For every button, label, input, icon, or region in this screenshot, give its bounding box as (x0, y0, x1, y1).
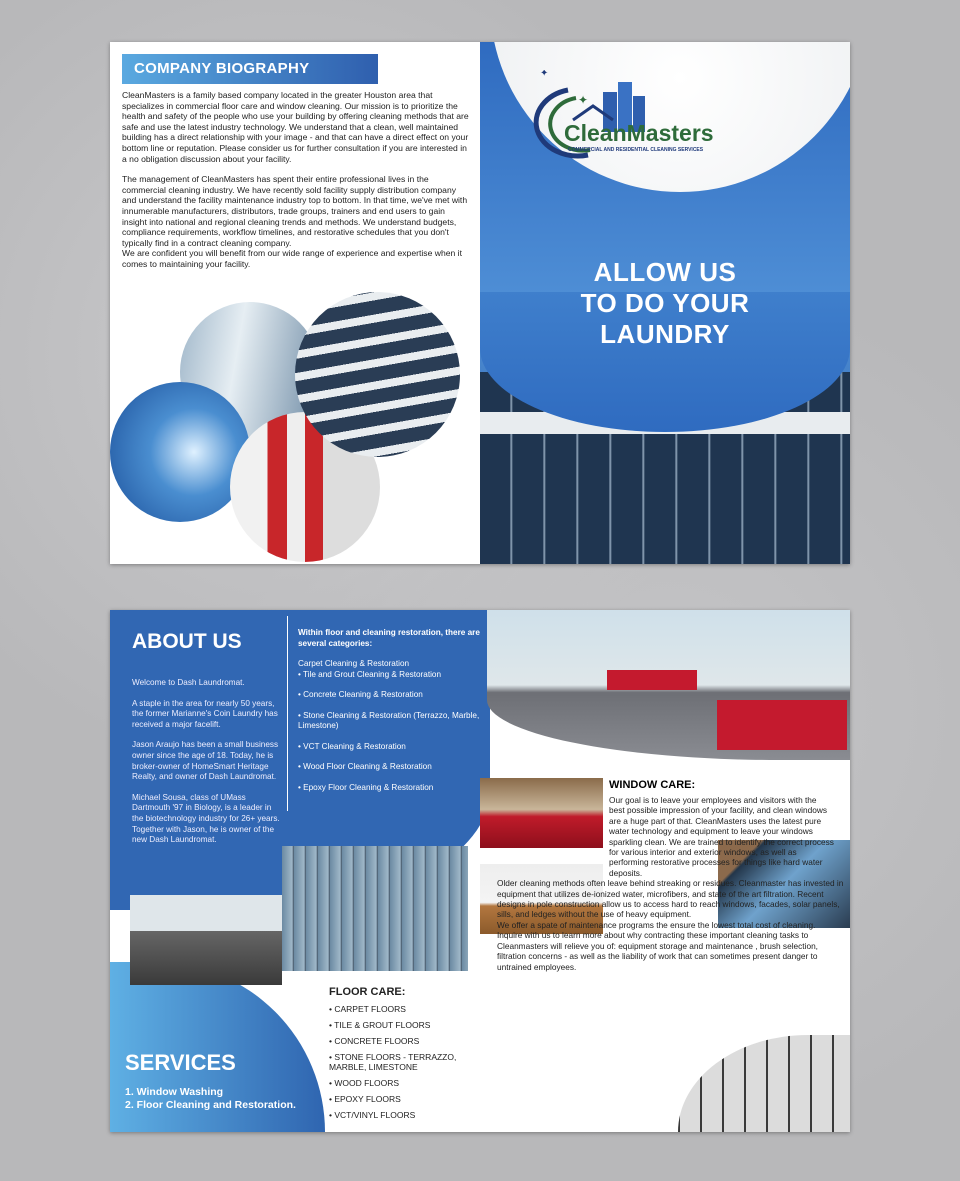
brochure-inside-spread (110, 610, 850, 1132)
window-paragraph: Our goal is to leave your employees and visitors with the best possible impression of your facility, and clean windows are a huge part of that. CleanMasters uses the latest pure water technology and equipment to leave your windows sparkling clean. We are trained to identify the correct process for various interior and exterior windows, as well as performing restorative processes for things like hard water deposits. (609, 795, 834, 878)
service-item: 1. Window Washing (125, 1086, 224, 1098)
category-item: • Wood Floor Cleaning & Restoration (298, 762, 432, 771)
bio-paragraph: CleanMasters is a family based company located in the greater Houston area that specializes in commercial floor care and window cleaning. Our mission is to prioritize the health and safety of the people who use your building by offering cleaning methods that are safe and use the latest industry technology. We understand that a clean, well maintained building has a direct relationship with your image - and that can have a direct effect on your bottom line or reputation. Please consider us for further consultation if you are interested in a no obligation discussion about your facility. (122, 90, 469, 164)
red-sofa (717, 700, 847, 750)
about-paragraph: A staple in the area for nearly 50 years, the former Marianne's Coin Laundry has received a major facelift. (132, 698, 278, 729)
office-carpet-photo (130, 895, 282, 985)
terminal-photo (678, 1035, 850, 1132)
category-item: • VCT Cleaning & Restoration (298, 741, 406, 751)
red-sofa (607, 670, 697, 690)
floor-item: • STONE FLOORS - TERRAZZO, MARBLE, LIMESTONE (329, 1052, 457, 1072)
cover-panel (480, 42, 850, 564)
bio-paragraph: We are confident you will benefit from our wide range of experience and expertise when it comes to maintaining your facility. (122, 248, 462, 269)
window-care-heading: WINDOW CARE: (609, 779, 696, 791)
window-paragraph: We offer a spate of maintenance programs the ensure the lowest total cost of cleaning. Inquire with us to learn more about why contracting these important cleaning tasks to Cleanmasters will relieve you of: equipment storage and maintenance , brush selection, filtration concerns - as well as the liability of work that can sometimes present danger to untrained employees. (497, 919, 818, 972)
window-cleaning-photo (110, 382, 250, 522)
floor-care-heading: FLOOR CARE: (329, 986, 406, 998)
floor-item: • TILE & GROUT FLOORS (329, 1020, 431, 1030)
categories-heading: Within floor and cleaning restoration, there are several categories: (298, 628, 480, 648)
category-item: • Stone Cleaning & Restoration (Terrazzo, Marble, Limestone) (298, 710, 480, 730)
tagline-line: ALLOW US (593, 257, 737, 287)
categories-list (298, 628, 488, 803)
office-building-photo (295, 292, 460, 457)
services-list (125, 1086, 296, 1112)
floor-care-list (329, 986, 459, 1126)
about-paragraph: Jason Araujo has been a small business owner since the age of 18. Today, he is broker-owner of HomeSmart Heritage Realty, and owner of Dash Laundromat. (132, 740, 279, 782)
window-paragraph: Older cleaning methods often leave behind streaking or residues. Cleanmaster has invested in equipment that utilizes de-ionized water, microfibers, and state of the art filtration. Recent designs in pole construction allow us to access hard to reach windows, facades, solar panels, sills, and ledges without the use of heavy equipment. (497, 878, 844, 920)
cleanmasters-logo (528, 70, 738, 160)
tagline-line: TO DO YOUR (580, 288, 750, 318)
svg-text:✦: ✦ (540, 70, 549, 79)
logo-text: CleanMasters (564, 120, 714, 146)
service-item: 2. Floor Cleaning and Restoration. (125, 1099, 296, 1111)
biography-heading: COMPANY BIOGRAPHY (122, 54, 378, 84)
about-paragraph: Michael Sousa, class of UMass Dartmouth '97 in Biology, is a leader in the biotechnology industry for 26+ years. Together with Jason, he is owner of the new Dash Laundromat. (132, 792, 280, 845)
about-text (132, 678, 282, 856)
about-paragraph: Welcome to Dash Laundromat. (132, 678, 245, 687)
lobby-photo (487, 610, 850, 760)
services-heading: SERVICES (125, 1050, 236, 1075)
floor-item: • VCT/VINYL FLOORS (329, 1110, 416, 1120)
glass-facade-photo (282, 846, 468, 971)
about-heading: ABOUT US (132, 630, 242, 653)
category-item: • Concrete Cleaning & Restoration (298, 690, 423, 699)
cover-tagline (480, 257, 850, 350)
category-item: • Epoxy Floor Cleaning & Restoration (298, 782, 434, 792)
tagline-line: LAUNDRY (600, 319, 730, 349)
floor-item: • EPOXY FLOORS (329, 1094, 401, 1104)
svg-text:✦: ✦ (578, 93, 589, 107)
category-item: Carpet Cleaning & Restoration • Tile and Grout Cleaning & Restoration (298, 659, 442, 679)
bio-paragraph: The management of CleanMasters has spent their entire professional lives in the commercial cleaning industry. We have recently sold facility supply distribution company and understand the facility maintenance industry top to bottom. In that time, we've met with innumerable manufacturers, distributors, trade groups, trainers and end users to gain insight into national and regional cleaning trends and methods. We understand budgets, compliance requirements, workflow timelines, and restorative schedules that you don't typically find in a contract cleaning company. (122, 174, 468, 248)
brochure-outside-spread (110, 42, 850, 564)
floor-item: • CONCRETE FLOORS (329, 1036, 420, 1046)
window-care-text (497, 778, 847, 972)
logo-tagline: COMMERCIAL AND RESIDENTIAL CLEANING SERVICES (568, 147, 704, 153)
floor-item: • CARPET FLOORS (329, 1004, 406, 1014)
biography-text (122, 90, 472, 280)
divider (287, 616, 288, 811)
floor-item: • WOOD FLOORS (329, 1078, 400, 1088)
